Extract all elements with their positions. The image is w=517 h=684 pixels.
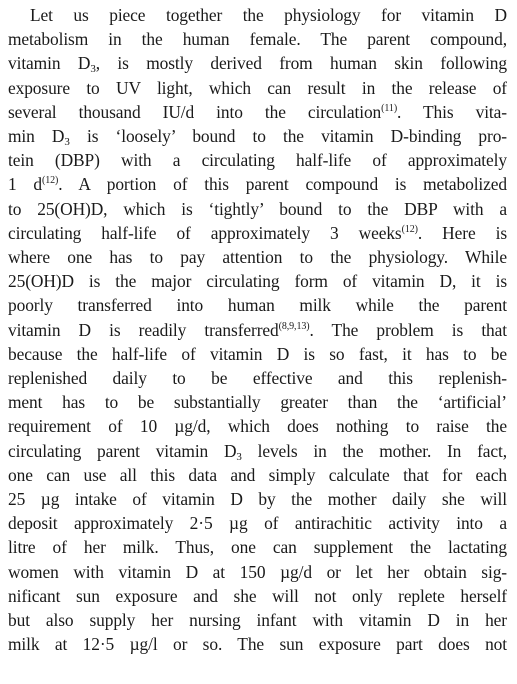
text-line — [8, 52, 507, 74]
text-segment: one can use all this data and simply calculate that for each — [8, 464, 507, 485]
article-page — [8, 0, 507, 684]
text-segment: tein (DBP) with a circulating half-life of approximately — [8, 150, 507, 171]
citation-superscript: (12) — [401, 223, 418, 235]
text-line — [8, 633, 507, 655]
text-segment: 25 µg intake of vitamin D by the mother daily she will — [8, 489, 507, 509]
text-segment: to 25(OH)D, which is ‘tightly’ bound to the DBP with a — [8, 198, 507, 219]
text-line — [8, 391, 507, 413]
text-line — [8, 198, 507, 220]
text-line — [8, 246, 507, 268]
text-segment: milk at 12·5 µg/l or so. The sun exposure part does not — [8, 634, 507, 655]
text-segment: is ‘loosely’ bound to the vitamin D-binding pro- — [69, 126, 507, 146]
text-segment: . A portion of this parent compound is metabolized — [58, 174, 507, 195]
text-segment: 1 d — [8, 174, 43, 195]
text-segment: several thousand IU/d into the circulation — [8, 101, 382, 122]
text-line — [8, 125, 507, 147]
text-segment: vitamin D is readily transferred — [8, 319, 279, 340]
text-line — [8, 367, 507, 389]
text-segment: 25(OH)D is the major circulating form of vitamin D, it is — [8, 271, 507, 292]
subscript: 3 — [236, 450, 242, 463]
text-line — [8, 512, 507, 534]
text-line — [8, 319, 507, 341]
text-line — [30, 4, 507, 26]
text-segment: where one has to pay attention to the physiology. While — [8, 247, 507, 267]
text-segment: nificant sun exposure and she will not only replete herself — [8, 585, 507, 606]
citation-superscript: (12) — [42, 175, 59, 187]
text-segment: min D — [8, 126, 65, 146]
text-segment: litre of her milk. Thus, one can supplement the lactating — [8, 537, 507, 558]
subscript: 3 — [90, 63, 96, 76]
text-segment: levels in the mother. In fact, — [241, 440, 507, 461]
text-segment: Let us piece together the physiology for vitamin D — [30, 5, 507, 25]
text-line — [8, 149, 507, 171]
text-segment: but also supply her nursing infant with vitamin D in her — [8, 610, 507, 630]
text-line — [8, 536, 507, 558]
text-segment: vitamin D — [8, 53, 91, 74]
citation-superscript: (11) — [381, 102, 398, 114]
citation-superscript: (8,9,13) — [278, 320, 310, 332]
subscript: 3 — [64, 136, 70, 148]
text-line — [8, 464, 507, 486]
text-segment: deposit approximately 2·5 µg of antirachitic activity into a — [8, 513, 507, 534]
text-segment: . The problem is that — [309, 319, 507, 340]
text-segment: . This vita- — [397, 101, 507, 122]
text-line — [8, 28, 507, 50]
text-segment: because the half-life of vitamin D is so fast, it has to be — [8, 343, 507, 364]
text-segment: ment has to be substantially greater than the ‘artificial’ — [8, 392, 507, 413]
text-segment: circulating half-life of approximately 3 weeks — [8, 222, 402, 243]
text-segment: requirement of 10 µg/d, which does nothing to raise the — [8, 416, 507, 437]
text-segment: , is mostly derived from human skin following — [95, 53, 507, 74]
text-segment: replenished daily to be effective and this replenish- — [8, 368, 507, 388]
text-line — [8, 101, 507, 123]
text-line — [8, 561, 507, 583]
text-segment: . Here is — [417, 222, 507, 243]
text-line — [8, 343, 507, 365]
text-segment: poorly transferred into human milk while the parent — [8, 295, 507, 316]
text-segment: metabolism in the human female. The parent compound, — [8, 29, 507, 50]
text-line — [8, 415, 507, 437]
text-line — [8, 270, 507, 292]
text-segment: women with vitamin D at 150 µg/d or let her obtain sig- — [8, 561, 507, 582]
text-line — [8, 173, 507, 195]
text-line — [8, 585, 507, 607]
text-line — [8, 609, 507, 631]
text-line — [8, 222, 507, 244]
text-segment: circulating parent vitamin D — [8, 440, 237, 461]
text-line — [8, 77, 507, 99]
text-line — [8, 294, 507, 316]
text-line — [8, 488, 507, 510]
text-line — [8, 440, 507, 462]
text-segment: exposure to UV light, which can result in the release of — [8, 77, 507, 98]
